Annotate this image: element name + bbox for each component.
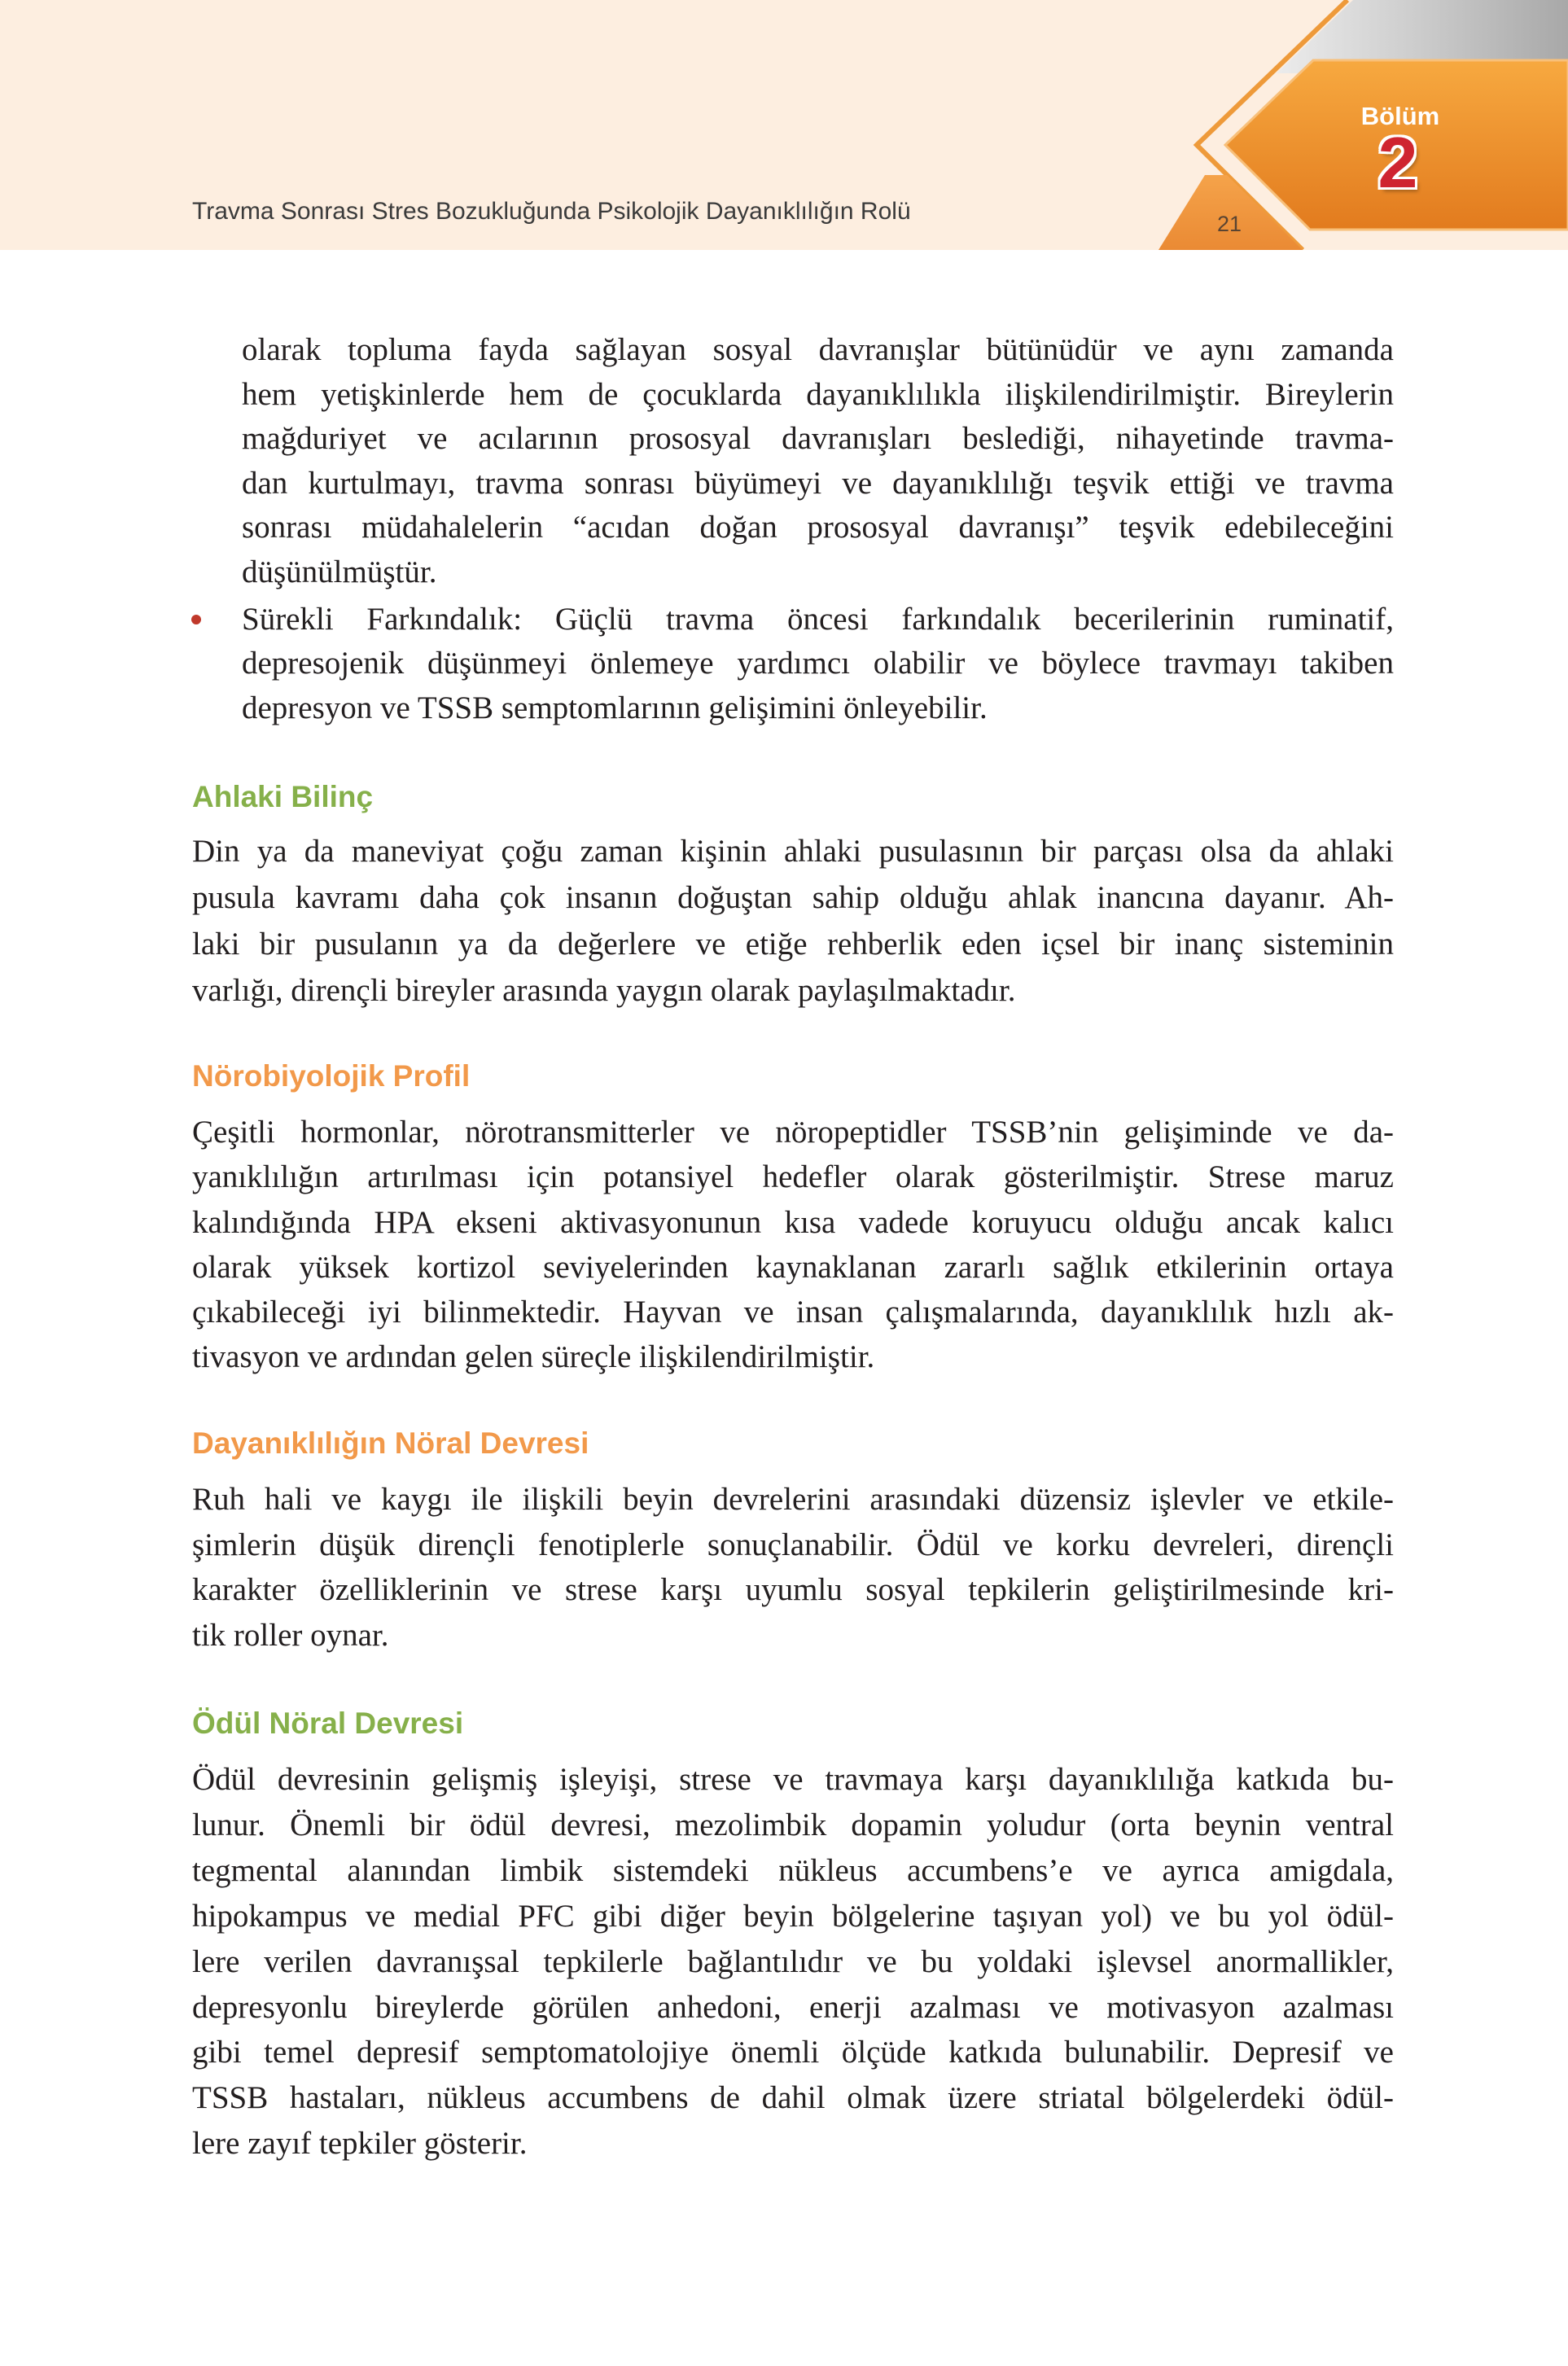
text-line: lere zayıf tepkiler gösterir. xyxy=(192,2126,528,2162)
section-paragraph xyxy=(192,1110,1394,1380)
text-line: depresyon ve TSSB semptomlarının gelişimini önleyebilir. xyxy=(242,690,988,725)
text-line: tik roller oynar. xyxy=(192,1618,389,1654)
text-line: depresyonlu bireylerde görülen anhedoni, enerji azalması ve motivasyon azalması xyxy=(192,1989,1394,2025)
running-title: Travma Sonrası Stres Bozukluğunda Psikolojik Dayanıklılığın Rolü xyxy=(192,198,911,225)
text-line: hem yetişkinlerde hem de çocuklarda dayanıklılıkla ilişkilendirilmiştir. Bireylerin xyxy=(242,376,1394,412)
text-line: Sürekli Farkındalık: Güçlü travma öncesi farkındalık becerilerinin ruminatif, xyxy=(242,602,1394,637)
text-line: çıkabileceği iyi bilinmektedir. Hayvan ve insan çalışmalarında, dayanıklılık hızlı ak- xyxy=(192,1295,1394,1330)
section-heading: Nörobiyolojik Profil xyxy=(192,1059,471,1093)
section-heading: Ödül Nöral Devresi xyxy=(192,1707,464,1740)
text-line: Din ya da maneviyat çoğu zaman kişinin ahlaki pusulasının bir parçası olsa da ahlaki xyxy=(192,834,1394,869)
text-line: Ödül devresinin gelişmiş işleyişi, strese ve travmaya karşı dayanıklılığa katkıda bu- xyxy=(192,1762,1394,1797)
text-line: lunur. Önemli bir ödül devresi, mezolimbik dopamin yoludur (orta beynin ventral xyxy=(192,1807,1394,1842)
text-line: yanıklılığın artırılması için potansiyel hedefler olarak gösterilmiştir. Strese maruz xyxy=(192,1159,1394,1195)
bullet-icon xyxy=(191,615,201,624)
text-line: karakter özelliklerinin ve strese karşı uyumlu sosyal tepkilerin geliştirilmesinde kri- xyxy=(192,1572,1394,1608)
page-header xyxy=(0,0,1568,250)
section-paragraph xyxy=(192,1757,1394,2167)
text-line: olarak yüksek kortizol seviyelerinden kaynaklanan zararlı sağlık etkilerinin ortaya xyxy=(192,1249,1394,1285)
text-line: düşünülmüştür. xyxy=(242,554,437,589)
section-paragraph xyxy=(192,1477,1394,1658)
text-line: mağduriyet ve acılarının prososyal davranışları beslediği, nihayetinde travma- xyxy=(242,421,1394,457)
text-line: lere verilen davranışsal tepkilerle bağlantılıdır ve bu yoldaki işlevsel anormallikler, xyxy=(192,1943,1394,1979)
section-heading: Dayanıklılığın Nöral Devresi xyxy=(192,1426,589,1460)
page-number: 21 xyxy=(1216,212,1242,236)
continued-paragraph xyxy=(242,328,1394,595)
text-line: tivasyon ve ardından gelen süreçle ilişkilendirilmiştir. xyxy=(192,1339,875,1375)
text-line: depresojenik düşünmeyi önlemeye yardımcı olabilir ve böylece travmayı takiben xyxy=(242,646,1394,681)
text-line: şimlerin düşük dirençli fenotiplerle sonuçlanabilir. Ödül ve korku devreleri, dirençli xyxy=(192,1527,1394,1562)
text-line: varlığı, dirençli bireyler arasında yaygın olarak paylaşılmaktadır. xyxy=(192,973,1016,1008)
text-line: sonrası müdahalelerin “acıdan doğan prososyal davranışı” teşvik edebileceğini xyxy=(242,510,1394,545)
text-line: hipokampus ve medial PFC gibi diğer beyin bölgelerine taşıyan yol) ve bu yol ödül- xyxy=(192,1898,1394,1934)
text-line: tegmental alanından limbik sistemdeki nükleus accumbens’e ve ayrıca amigdala, xyxy=(192,1852,1394,1888)
chapter-number: 2 xyxy=(1377,122,1418,203)
text-line: kalındığında HPA ekseni aktivasyonunun kısa vadede koruyucu olduğu ancak kalıcı xyxy=(192,1204,1394,1240)
text-line: pusula kavramı daha çok insanın doğuştan sahip olduğu ahlak inancına dayanır. Ah- xyxy=(192,880,1394,915)
text-line: laki bir pusulanın ya da değerlere ve etiğe rehberlik eden içsel bir inanç sisteminin xyxy=(192,927,1394,962)
chapter-label: Bölüm xyxy=(1360,102,1440,130)
text-line: gibi temel depresif semptomatolojiye önemli ölçüde katkıda bulunabilir. Depresif ve xyxy=(192,2035,1394,2070)
text-line: olarak topluma fayda sağlayan sosyal davranışlar bütünüdür ve aynı zamanda xyxy=(242,332,1394,367)
text-line: dan kurtulmayı, travma sonrası büyümeyi ve dayanıklılığı teşvik ettiği ve travma xyxy=(242,465,1394,501)
section-heading: Ahlaki Bilinç xyxy=(192,780,374,813)
bullet-list-item xyxy=(242,598,1394,730)
text-line: Ruh hali ve kaygı ile ilişkili beyin devrelerini arasındaki düzensiz işlevler ve etkile- xyxy=(192,1482,1394,1517)
section-paragraph xyxy=(192,828,1394,1014)
text-line: TSSB hastaları, nükleus accumbens de dahil olmak üzere striatal bölgelerdeki ödül- xyxy=(192,2080,1394,2116)
text-line: Çeşitli hormonlar, nörotransmitterler ve nöropeptidler TSSB’nin gelişiminde ve da- xyxy=(192,1115,1394,1150)
